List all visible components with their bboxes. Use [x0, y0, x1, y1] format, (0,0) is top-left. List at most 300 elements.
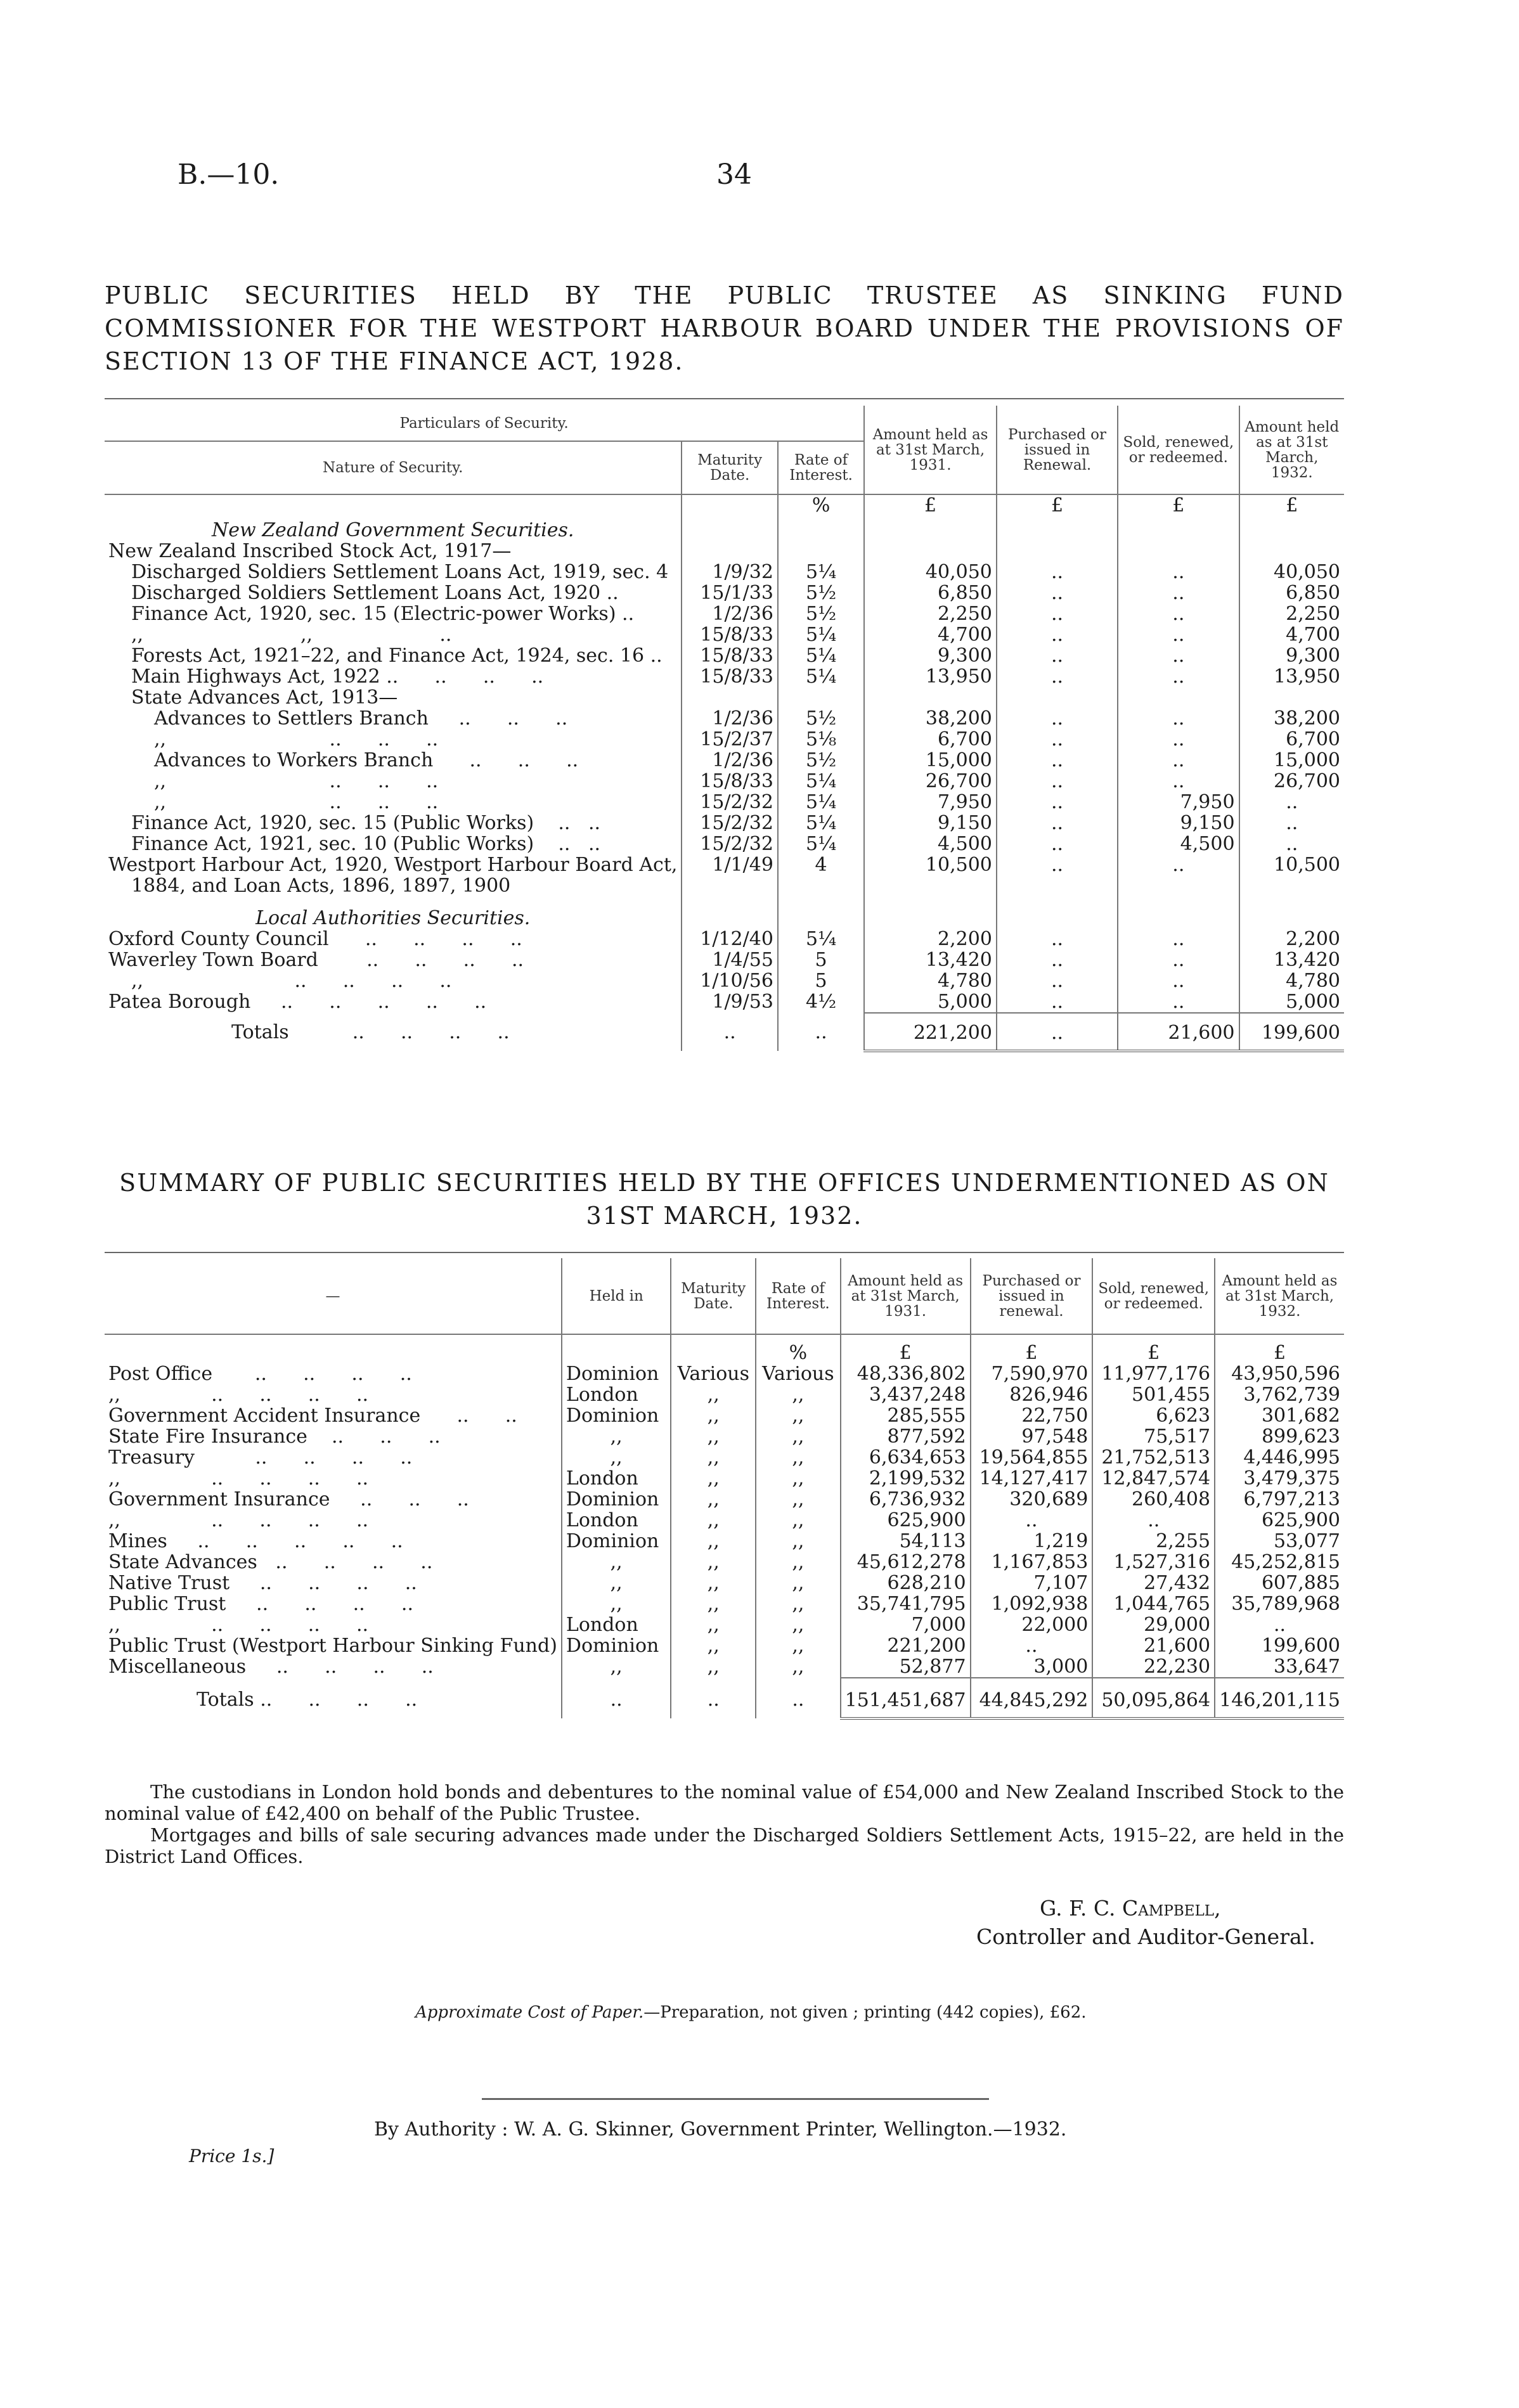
amount-sold: 22,230: [1092, 1656, 1215, 1678]
amount-held-1932: 5,000: [1239, 991, 1344, 1013]
table-row: [105, 1363, 1344, 1384]
office-name: ,, .. .. .. ..: [108, 1614, 369, 1636]
section1-title: [105, 279, 1344, 378]
amount-held-1932: [1239, 687, 1344, 708]
sold-amount: 4,500: [1118, 834, 1239, 854]
table-row: [105, 834, 1344, 854]
amount-sold: 75,517: [1092, 1426, 1215, 1447]
security-name: New Zealand Inscribed Stock Act, 1917—: [108, 540, 512, 562]
purchased-amount: ..: [997, 771, 1118, 792]
office-name: Mines .. .. .. .. ..: [108, 1530, 403, 1552]
amount-purchased: 19,564,855: [971, 1447, 1093, 1468]
interest-rate: 5: [778, 950, 864, 970]
amount-held1932: ..: [1215, 1614, 1344, 1635]
amount-purchased: ..: [971, 1510, 1093, 1531]
interest-rate: 5½: [778, 603, 864, 624]
totals-label: Totals .. .. .. ..: [197, 1689, 418, 1711]
col-held1931-header: Amount held as at 31st March, 1931.: [864, 406, 997, 494]
total-held1931: 151,451,687: [841, 1678, 971, 1718]
maturity-date: [682, 687, 777, 708]
maturity-date: 15/8/33: [682, 645, 777, 666]
col-sold2-header: Sold, renewed, or redeemed.: [1092, 1258, 1215, 1334]
total-purchased: ..: [997, 1013, 1118, 1051]
sold-amount: ..: [1118, 603, 1239, 624]
security-name: Forests Act, 1921–22, and Finance Act, 1924, sec. 16 ..: [131, 645, 663, 667]
maturity-date: ,,: [671, 1510, 756, 1531]
amount-held-1931: 2,200: [864, 929, 997, 950]
security-name: State Advances Act, 1913—: [131, 686, 398, 709]
purchased-amount: ..: [997, 991, 1118, 1013]
amount-held-1932: 40,050: [1239, 562, 1344, 583]
amount-purchased: 1,092,938: [971, 1594, 1093, 1614]
amount-purchased: 3,000: [971, 1656, 1093, 1678]
purchased-amount: ..: [997, 813, 1118, 834]
amount-held1932: 899,623: [1215, 1426, 1344, 1447]
amount-held-1932: ..: [1239, 792, 1344, 813]
totals-dots: .. .. .. ..: [352, 1021, 510, 1043]
security-name: Oxford County Council .. .. .. ..: [108, 928, 522, 950]
held-in: London: [562, 1614, 671, 1635]
amount-purchased: 320,689: [971, 1489, 1093, 1510]
security-name: Advances to Settlers Branch .. .. ..: [154, 707, 568, 730]
table1-top-rule: [105, 398, 1344, 399]
total-maturity: ..: [682, 1013, 777, 1051]
cost-label: Approximate Cost of Paper.: [415, 2003, 644, 2022]
section2-title-line1: SUMMARY OF PUBLIC SECURITIES HELD BY THE OFFICES UNDERMENTIONED AS ON: [119, 1169, 1329, 1197]
unit-sold: £: [1118, 494, 1239, 520]
held-in: ,,: [562, 1552, 671, 1573]
amount-held1932: 43,950,596: [1215, 1363, 1344, 1384]
table-row: [105, 624, 1344, 645]
interest-rate: ,,: [756, 1384, 841, 1405]
amount-held-1931: 10,500: [864, 854, 997, 875]
section2-title-line2: 31ST MARCH, 1932.: [586, 1202, 863, 1230]
total-heldin: ..: [562, 1678, 671, 1718]
table1: [105, 406, 1344, 1052]
amount-held-1932: [1239, 520, 1344, 541]
purchased-amount: [997, 687, 1118, 708]
sold-amount: ..: [1118, 950, 1239, 970]
amount-held-1932: ..: [1239, 834, 1344, 854]
maturity-date: Various: [671, 1363, 756, 1384]
security-name: ,, .. .. .. ..: [131, 970, 452, 992]
interest-rate: [778, 908, 864, 929]
interest-rate: ,,: [756, 1635, 841, 1656]
interest-rate: 5¼: [778, 792, 864, 813]
security-name: Waverley Town Board .. .. .. ..: [108, 949, 524, 971]
sold-amount: 7,950: [1118, 792, 1239, 813]
units-row: [105, 1334, 1344, 1363]
units-blank: [105, 1334, 562, 1363]
held-in: ,,: [562, 1447, 671, 1468]
col-rate-header: Rate of Interest.: [778, 441, 864, 494]
purchased-amount: [997, 875, 1118, 896]
amount-held1932: 33,647: [1215, 1656, 1344, 1678]
maturity-date: 15/1/33: [682, 583, 777, 603]
section1-title-text: PUBLIC SECURITIES HELD BY THE PUBLIC TRUSTEE AS SINKING FUND COMMISSIONER FOR THE WESTPORT HARBOUR BOARD UNDER THE PROVISIONS OF SECTION 13 OF THE FINANCE ACT, 1928.: [105, 281, 1344, 375]
security-name: Finance Act, 1920, sec. 15 (Electric-power Works) ..: [131, 603, 635, 625]
amount-held1931: 35,741,795: [841, 1594, 971, 1614]
amount-held1931: 285,555: [841, 1405, 971, 1426]
security-name: 1884, and Loan Acts, 1896, 1897, 1900: [131, 875, 511, 897]
purchased-amount: ..: [997, 583, 1118, 603]
table-row: [105, 541, 1344, 562]
amount-held-1932: 4,700: [1239, 624, 1344, 645]
office-name: Government Insurance .. .. ..: [108, 1488, 469, 1510]
security-name: ,, .. .. ..: [154, 791, 439, 813]
amount-sold: 2,255: [1092, 1531, 1215, 1552]
purchased-amount: [997, 541, 1118, 562]
purchased-amount: ..: [997, 562, 1118, 583]
amount-sold: 6,623: [1092, 1405, 1215, 1426]
amount-held-1931: 26,700: [864, 771, 997, 792]
units-blank: [682, 494, 777, 520]
amount-held-1931: 40,050: [864, 562, 997, 583]
purchased-amount: ..: [997, 854, 1118, 875]
table-row: [105, 1531, 1344, 1552]
page-number: 34: [716, 158, 752, 191]
total-held1932: 146,201,115: [1215, 1678, 1344, 1718]
amount-purchased: 7,590,970: [971, 1363, 1093, 1384]
unit-held1932: £: [1215, 1334, 1344, 1363]
interest-rate: ,,: [756, 1447, 841, 1468]
maturity-date: ,,: [671, 1405, 756, 1426]
interest-rate: [778, 687, 864, 708]
amount-held-1932: 2,200: [1239, 929, 1344, 950]
amount-purchased: 14,127,417: [971, 1468, 1093, 1489]
col-maturity-header: Maturity Date.: [682, 441, 777, 494]
maturity-date: ,,: [671, 1552, 756, 1573]
authority-rule: [482, 2098, 989, 2100]
col-purchased-header: Purchased or issued in Renewal.: [997, 406, 1118, 494]
amount-held-1932: [1239, 908, 1344, 929]
units-blank: [671, 1334, 756, 1363]
purchased-amount: ..: [997, 645, 1118, 666]
amount-held-1931: 7,950: [864, 792, 997, 813]
table-row: [105, 1614, 1344, 1635]
table-row: [105, 520, 1344, 541]
maturity-date: 1/4/55: [682, 950, 777, 970]
table-row: [105, 1489, 1344, 1510]
amount-held1932: 3,479,375: [1215, 1468, 1344, 1489]
amount-purchased: 1,167,853: [971, 1552, 1093, 1573]
held-in: ,,: [562, 1426, 671, 1447]
amount-sold: 12,847,574: [1092, 1468, 1215, 1489]
interest-rate: ,,: [756, 1510, 841, 1531]
totals-row: [105, 1013, 1344, 1051]
held-in: ,,: [562, 1656, 671, 1678]
amount-held1931: 7,000: [841, 1614, 971, 1635]
amount-held1932: 53,077: [1215, 1531, 1344, 1552]
interest-rate: ,,: [756, 1426, 841, 1447]
authority-line: By Authority : W. A. G. Skinner, Government Printer, Wellington.—1932.: [374, 2118, 1067, 2141]
purchased-amount: [997, 896, 1118, 908]
interest-rate: ,,: [756, 1489, 841, 1510]
col-held1932-2-header: Amount held as at 31st March, 1932.: [1215, 1258, 1344, 1334]
total-held1931: 221,200: [864, 1013, 997, 1051]
amount-held1932: 35,789,968: [1215, 1594, 1344, 1614]
table-row: [105, 1384, 1344, 1405]
maturity-date: [682, 875, 777, 896]
units-blank: [105, 494, 682, 520]
interest-rate: 5½: [778, 750, 864, 771]
table-row: [105, 929, 1344, 950]
office-name: Post Office .. .. .. ..: [108, 1363, 412, 1385]
notes: [105, 1781, 1344, 1867]
col-held1932-header: Amount held as at 31st March, 1932.: [1239, 406, 1344, 494]
amount-held-1932: 6,700: [1239, 729, 1344, 750]
amount-held-1932: 38,200: [1239, 708, 1344, 729]
amount-held-1932: [1239, 896, 1344, 908]
totals-row: [105, 1678, 1344, 1718]
unit-sold: £: [1092, 1334, 1215, 1363]
table-row: [105, 645, 1344, 666]
sold-amount: ..: [1118, 562, 1239, 583]
amount-sold: 11,977,176: [1092, 1363, 1215, 1384]
interest-rate: 5½: [778, 708, 864, 729]
maturity-date: ,,: [671, 1447, 756, 1468]
sold-amount: [1118, 687, 1239, 708]
interest-rate: 4: [778, 854, 864, 875]
security-name: ,, ,, ..: [131, 624, 452, 646]
amount-held1931: 48,336,802: [841, 1363, 971, 1384]
sold-amount: ..: [1118, 708, 1239, 729]
table-row: [105, 970, 1344, 991]
maturity-date: 1/2/36: [682, 708, 777, 729]
amount-held-1931: 4,700: [864, 624, 997, 645]
amount-held-1931: 6,700: [864, 729, 997, 750]
table-row: [105, 666, 1344, 687]
note-mortgages: Mortgages and bills of sale securing advances made under the Discharged Soldiers Settlement Acts, 1915–22, are held in the District Land Offices.: [105, 1824, 1344, 1867]
amount-held-1932: 4,780: [1239, 970, 1344, 991]
amount-held-1931: 9,300: [864, 645, 997, 666]
interest-rate: 5¼: [778, 929, 864, 950]
sold-amount: ..: [1118, 624, 1239, 645]
table-row: [105, 708, 1344, 729]
interest-rate: ,,: [756, 1573, 841, 1594]
amount-held1931: 221,200: [841, 1635, 971, 1656]
price: Price 1s.]: [189, 2146, 275, 2167]
purchased-amount: ..: [997, 929, 1118, 950]
office-name: ,, .. .. .. ..: [108, 1509, 369, 1531]
maturity-date: 15/2/32: [682, 792, 777, 813]
purchased-amount: [997, 520, 1118, 541]
amount-held1931: 2,199,532: [841, 1468, 971, 1489]
maturity-date: ,,: [671, 1594, 756, 1614]
amount-held1932: 199,600: [1215, 1635, 1344, 1656]
table-row: [105, 813, 1344, 834]
amount-held-1931: 9,150: [864, 813, 997, 834]
maturity-date: [682, 520, 777, 541]
sold-amount: ..: [1118, 771, 1239, 792]
col-nature-header: Nature of Security.: [323, 460, 463, 476]
amount-held-1932: 13,420: [1239, 950, 1344, 970]
table-row: [105, 1594, 1344, 1614]
maturity-date: ,,: [671, 1384, 756, 1405]
amount-held1932: 625,900: [1215, 1510, 1344, 1531]
maturity-date: [682, 896, 777, 908]
maturity-date: 1/2/36: [682, 750, 777, 771]
unit-held1931: £: [864, 494, 997, 520]
maturity-date: 15/8/33: [682, 666, 777, 687]
col-particulars-header: Particulars of Security.: [399, 415, 569, 432]
col-rate2-header: Rate of Interest.: [756, 1258, 841, 1334]
interest-rate: [778, 896, 864, 908]
maturity-date: ,,: [671, 1426, 756, 1447]
purchased-amount: ..: [997, 624, 1118, 645]
table-row: [105, 854, 1344, 875]
table-row: [105, 896, 1344, 908]
office-name: Public Trust .. .. .. ..: [108, 1593, 413, 1615]
table-row: [105, 1510, 1344, 1531]
amount-held-1931: 13,950: [864, 666, 997, 687]
interest-rate: ,,: [756, 1531, 841, 1552]
purchased-amount: ..: [997, 708, 1118, 729]
held-in: Dominion: [562, 1635, 671, 1656]
amount-sold: 1,044,765: [1092, 1594, 1215, 1614]
col-held1931-2-header: Amount held as at 31st March, 1931.: [841, 1258, 971, 1334]
maturity-date: 1/12/40: [682, 929, 777, 950]
security-name: Patea Borough .. .. .. .. ..: [108, 991, 487, 1013]
total-rate: ..: [756, 1678, 841, 1718]
table2: [105, 1258, 1344, 1720]
amount-purchased: ..: [971, 1635, 1093, 1656]
maturity-date: ,,: [671, 1468, 756, 1489]
table-row: [105, 750, 1344, 771]
maturity-date: [682, 541, 777, 562]
signature-name: G. F. C. Campbell,: [1040, 1896, 1221, 1921]
maturity-date: 15/2/32: [682, 834, 777, 854]
total-rate: ..: [778, 1013, 864, 1051]
amount-sold: ..: [1092, 1510, 1215, 1531]
amount-held-1931: 5,000: [864, 991, 997, 1013]
amount-sold: 1,527,316: [1092, 1552, 1215, 1573]
security-name: Finance Act, 1921, sec. 10 (Public Works) .. ..: [131, 833, 601, 855]
amount-held1931: 52,877: [841, 1656, 971, 1678]
amount-held1931: 45,612,278: [841, 1552, 971, 1573]
maturity-date: ,,: [671, 1635, 756, 1656]
amount-held-1932: ..: [1239, 813, 1344, 834]
amount-held-1931: 6,850: [864, 583, 997, 603]
unit-held1932: £: [1239, 494, 1344, 520]
interest-rate: ,,: [756, 1656, 841, 1678]
amount-purchased: 826,946: [971, 1384, 1093, 1405]
interest-rate: ,,: [756, 1468, 841, 1489]
table-row: [105, 687, 1344, 708]
sold-amount: [1118, 875, 1239, 896]
col-office-header: —: [325, 1287, 340, 1304]
amount-held-1932: [1239, 875, 1344, 896]
table-row: [105, 1468, 1344, 1489]
maturity-date: 15/8/33: [682, 771, 777, 792]
security-name: New Zealand Government Securities.: [211, 519, 574, 541]
interest-rate: 5½: [778, 583, 864, 603]
amount-held1932: 45,252,815: [1215, 1552, 1344, 1573]
held-in: Dominion: [562, 1363, 671, 1384]
security-name: Westport Harbour Act, 1920, Westport Harbour Board Act,: [108, 854, 678, 876]
interest-rate: 5¼: [778, 624, 864, 645]
amount-purchased: 7,107: [971, 1573, 1093, 1594]
table-row: [105, 950, 1344, 970]
office-name: State Advances .. .. .. ..: [108, 1551, 433, 1573]
amount-held-1931: 15,000: [864, 750, 997, 771]
amount-held1931: 877,592: [841, 1426, 971, 1447]
unit-purchased: £: [997, 494, 1118, 520]
col-sold-header: Sold, renewed, or redeemed.: [1118, 406, 1239, 494]
security-name: ,, .. .. ..: [154, 728, 439, 750]
maturity-date: ,,: [671, 1489, 756, 1510]
sold-amount: ..: [1118, 929, 1239, 950]
table-row: [105, 875, 1344, 896]
interest-rate: 5⅛: [778, 729, 864, 750]
amount-held-1932: 9,300: [1239, 645, 1344, 666]
total-held1932: 199,600: [1239, 1013, 1344, 1051]
maturity-date: 1/9/32: [682, 562, 777, 583]
purchased-amount: ..: [997, 834, 1118, 854]
held-in: London: [562, 1384, 671, 1405]
total-maturity: ..: [671, 1678, 756, 1718]
amount-held1931: 6,736,932: [841, 1489, 971, 1510]
security-name: Finance Act, 1920, sec. 15 (Public Works) .. ..: [131, 812, 601, 834]
office-name: State Fire Insurance .. .. ..: [108, 1426, 441, 1448]
amount-held-1932: 13,950: [1239, 666, 1344, 687]
table-row: [105, 991, 1344, 1013]
amount-purchased: 22,750: [971, 1405, 1093, 1426]
amount-held1932: 607,885: [1215, 1573, 1344, 1594]
col-maturity2-header: Maturity Date.: [671, 1258, 756, 1334]
security-name: ,, .. .. ..: [154, 770, 439, 792]
units-row: [105, 494, 1344, 520]
amount-held-1931: [864, 908, 997, 929]
security-name: Main Highways Act, 1922 .. .. .. ..: [131, 666, 544, 688]
table-row: [105, 1573, 1344, 1594]
total-purchased: 44,845,292: [971, 1678, 1093, 1718]
office-name: Miscellaneous .. .. .. ..: [108, 1656, 434, 1678]
table2-top-rule: [105, 1252, 1344, 1253]
office-name: Government Accident Insurance .. ..: [108, 1405, 517, 1427]
held-in: London: [562, 1468, 671, 1489]
purchased-amount: [997, 908, 1118, 929]
maturity-date: 1/9/53: [682, 991, 777, 1013]
purchased-amount: ..: [997, 750, 1118, 771]
maturity-date: ,,: [671, 1573, 756, 1594]
amount-held-1932: [1239, 541, 1344, 562]
amount-held1932: 4,446,995: [1215, 1447, 1344, 1468]
table-row: [105, 908, 1344, 929]
table-row: [105, 583, 1344, 603]
amount-sold: 21,600: [1092, 1635, 1215, 1656]
interest-rate: ,,: [756, 1614, 841, 1635]
office-name: ,, .. .. .. ..: [108, 1467, 369, 1490]
amount-held-1931: [864, 520, 997, 541]
units-blank: [562, 1334, 671, 1363]
sold-amount: ..: [1118, 970, 1239, 991]
table-row: [105, 729, 1344, 750]
sold-amount: ..: [1118, 991, 1239, 1013]
signature-title: Controller and Auditor-General.: [976, 1924, 1315, 1949]
amount-held1931: 625,900: [841, 1510, 971, 1531]
held-in: Dominion: [562, 1489, 671, 1510]
maturity-date: ,,: [671, 1614, 756, 1635]
amount-held1932: 3,762,739: [1215, 1384, 1344, 1405]
interest-rate: Various: [756, 1363, 841, 1384]
amount-held-1931: 2,250: [864, 603, 997, 624]
security-name: [105, 896, 682, 908]
interest-rate: ,,: [756, 1594, 841, 1614]
office-name: Public Trust (Westport Harbour Sinking Fund): [108, 1635, 557, 1657]
purchased-amount: ..: [997, 970, 1118, 991]
totals-label: [105, 1013, 682, 1051]
